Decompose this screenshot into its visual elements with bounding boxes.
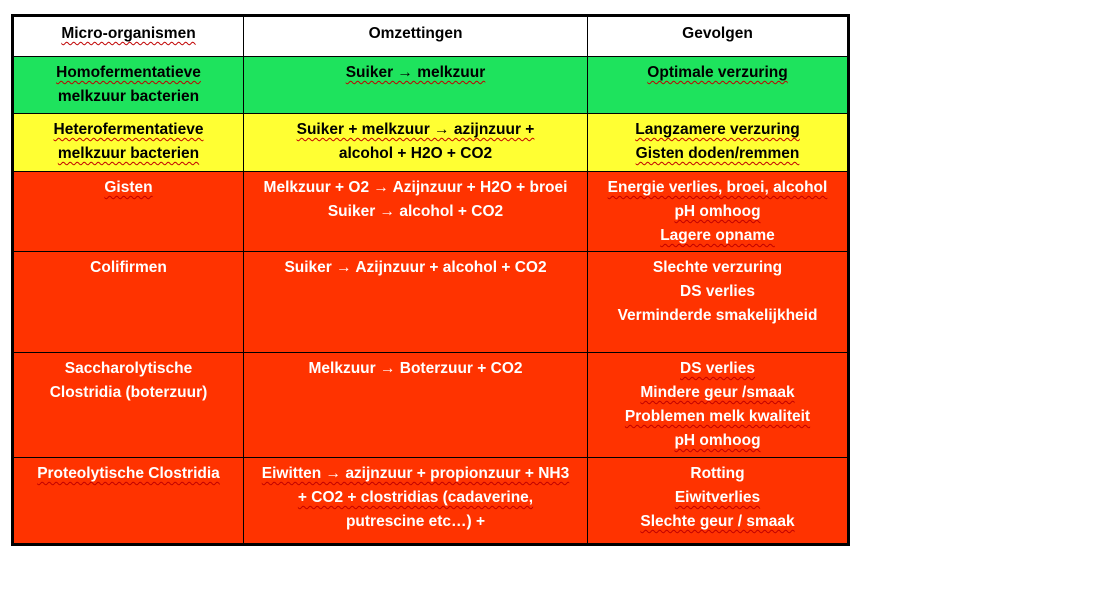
organism-cell: Colifirmen [13,252,244,353]
fermentation-table [11,14,850,546]
effects-cell: Optimale verzuring [588,57,849,114]
conversion-cell: Melkzuur → Boterzuur + CO2 [244,353,588,458]
effects-cell: Rotting Eiwitverlies Slechte geur / smaak [588,458,849,545]
conversion-cell: Melkzuur + O2 → Azijnzuur + H2O + broei Suiker → alcohol + CO2 [244,172,588,252]
organism-cell: Gisten [13,172,244,252]
table-row [13,172,849,252]
organism-cell: Proteolytische Clostridia [13,458,244,545]
conversion-cell: Suiker → melkzuur [244,57,588,114]
organism-cell: Heterofermentatieve melkzuur bacterien [13,114,244,172]
effects-cell: Langzamere verzuring Gisten doden/remmen [588,114,849,172]
header-micro-organismen: Micro-organismen [13,16,244,57]
header-gevolgen: Gevolgen [588,16,849,57]
organism-cell: Homofermentatieve melkzuur bacterien [13,57,244,114]
conversion-cell: Suiker → Azijnzuur + alcohol + CO2 [244,252,588,353]
table-row [13,458,849,545]
effects-cell: Energie verlies, broei, alcohol pH omhoog Lagere opname [588,172,849,252]
conversion-cell: Suiker + melkzuur → azijnzuur + alcohol + H2O + CO2 [244,114,588,172]
table-header-row [13,16,849,57]
conversion-cell: Eiwitten → azijnzuur + propionzuur + NH3 + CO2 + clostridias (cadaverine, putrescine etc…) + [244,458,588,545]
organism-cell: Saccharolytische Clostridia (boterzuur) [13,353,244,458]
header-omzettingen: Omzettingen [244,16,588,57]
table-row [13,252,849,353]
effects-cell: Slechte verzuring DS verlies Verminderde smakelijkheid [588,252,849,353]
table-row [13,57,849,114]
table-row [13,353,849,458]
effects-cell: DS verlies Mindere geur /smaak Problemen melk kwaliteit pH omhoog [588,353,849,458]
table-row [13,114,849,172]
